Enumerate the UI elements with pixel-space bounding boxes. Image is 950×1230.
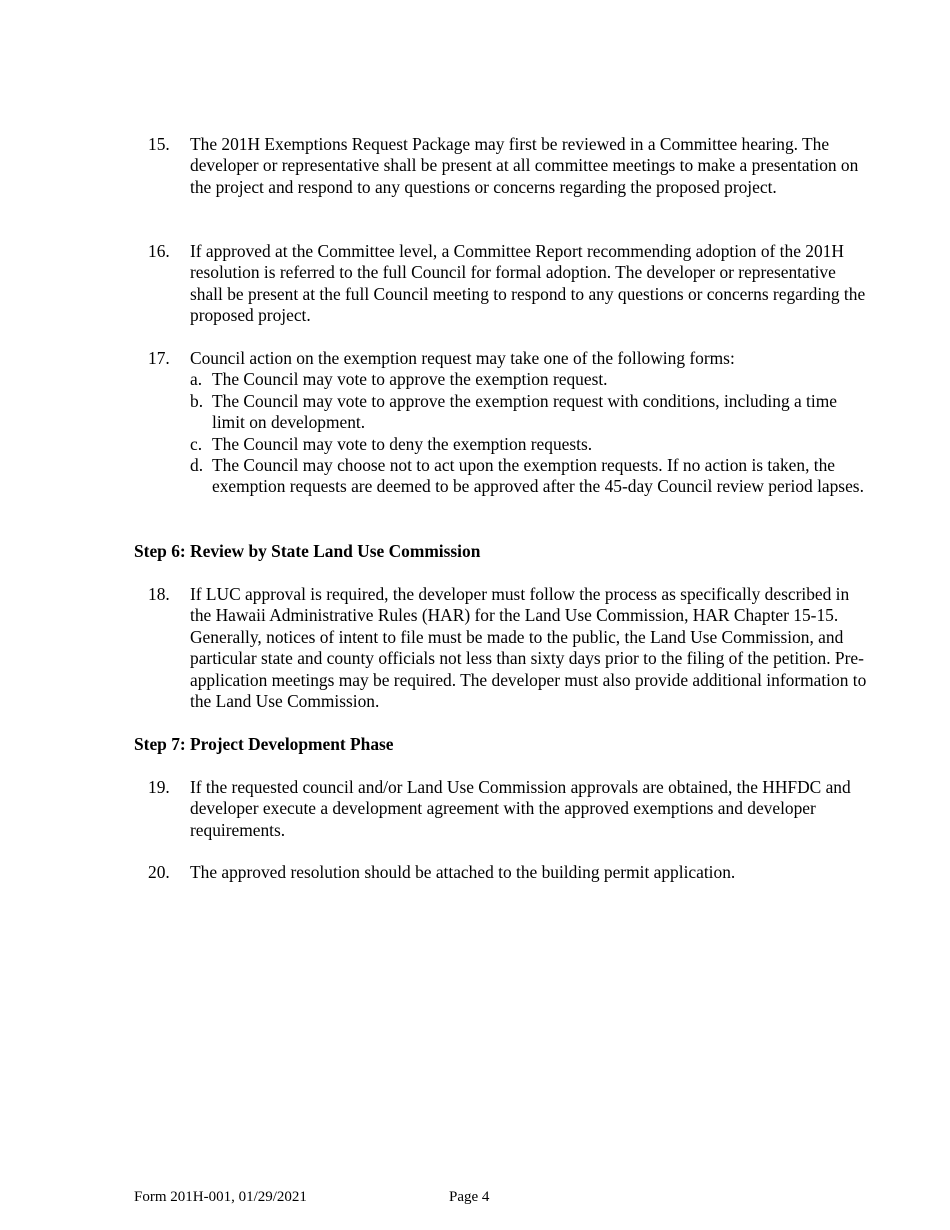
item-number: 18. <box>148 584 170 604</box>
item-number: 15. <box>148 134 170 154</box>
item-text: The 201H Exemptions Request Package may first be reviewed in a Committee hearing. The developer or representative shall be present at all committee meetings to make a presentation on the project and respond to any questions or concerns regarding the proposed project. <box>190 134 859 197</box>
sub-item-text: The Council may vote to deny the exemption requests. <box>212 433 593 454</box>
item-content <box>190 348 870 498</box>
section-heading-step-6: Step 6: Review by State Land Use Commission <box>134 541 481 561</box>
sub-item-text: The Council may choose not to act upon the exemption requests. If no action is taken, the exemption requests are deemed to be approved after the 45-day Council review period lapses. <box>212 455 864 497</box>
sub-item-text: The Council may vote to approve the exemption request with conditions, including a time limit on development. <box>212 390 837 433</box>
item-text: The approved resolution should be attached to the building permit application. <box>190 862 736 882</box>
sub-item-letter: d. <box>190 455 204 476</box>
item-text: Council action on the exemption request may take one of the following forms: <box>190 348 735 368</box>
item-text: If LUC approval is required, the developer must follow the process as specifically described in the Hawaii Administrative Rules (HAR) for the Land Use Commission, HAR Chapter 15-15. Generally, notices of intent to file must be made to the public, the Land Use Commission, and particular state and county officials not less than sixty days prior to the filing of the petition. Pre-application meetings may be required. The developer must also provide additional information to the Land Use Commission. <box>190 584 867 712</box>
item-text: If the requested council and/or Land Use Commission approvals are obtained, the HHFDC and developer execute a development agreement with the approved exemptions and developer requirements. <box>190 777 851 840</box>
sub-item-d <box>190 455 870 498</box>
item-text: If approved at the Committee level, a Committee Report recommending adoption of the 201H resolution is referred to the full Council for formal adoption. The developer or representative shall be present at the full Council meeting to respond to any questions or concerns regarding the proposed project. <box>190 241 866 326</box>
sub-item-letter: c. <box>190 433 203 454</box>
sub-item-letter: a. <box>190 369 203 390</box>
sub-item-a <box>190 369 870 390</box>
item-number: 20. <box>148 862 170 882</box>
footer-page-number: Page 4 <box>449 1189 490 1205</box>
sub-item-b <box>190 391 870 434</box>
footer-form-id: Form 201H-001, 01/29/2021 <box>134 1189 307 1205</box>
item-number: 16. <box>148 241 170 261</box>
sub-item-letter: b. <box>190 390 204 411</box>
item-number: 19. <box>148 777 170 797</box>
section-heading-step-7: Step 7: Project Development Phase <box>134 734 394 754</box>
sub-item-c <box>190 434 870 455</box>
item-number: 17. <box>148 348 170 368</box>
sub-item-text: The Council may vote to approve the exemption request. <box>212 369 608 390</box>
